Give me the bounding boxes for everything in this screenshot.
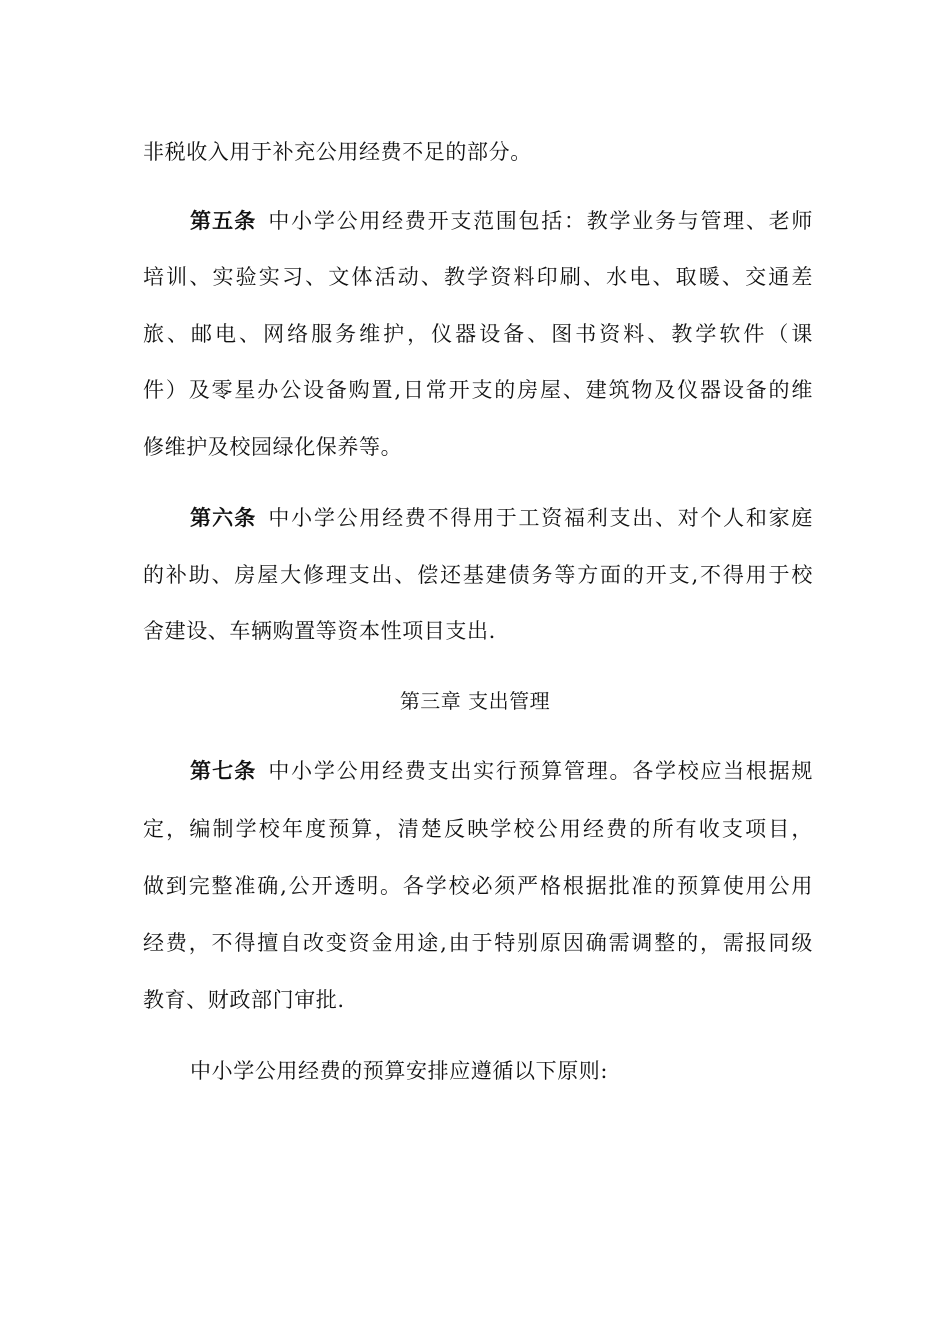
article-5-line-2: 培训、实验实习、文体活动、教学资料印刷、水电、取暖、交通差 — [143, 265, 813, 289]
paragraph-line: 中小学公用经费支出实行预算管理。各学校应当根据规 — [268, 759, 813, 783]
article-7-line-2: 定，编制学校年度预算，清楚反映学校公用经费的所有收支项目， — [143, 817, 813, 841]
article-7-line-5: 教育、财政部门审批. — [143, 988, 345, 1012]
article-7-label: 第七条 — [190, 758, 257, 783]
article-5-line-3: 旅、邮电、网络服务维护，仪器设备、图书资料、教学软件（课 — [143, 322, 813, 346]
article-6-line-2: 的补助、房屋大修理支出、偿还基建债务等方面的开支,不得用于校 — [143, 563, 813, 587]
article-5-line-4: 件）及零星办公设备购置,日常开支的房屋、建筑物及仪器设备的维 — [143, 378, 813, 402]
article-7-line-1 — [190, 756, 813, 786]
article-6-line-1 — [190, 503, 813, 533]
chapter-heading: 第三章 支出管理 — [399, 689, 551, 713]
article-5-line-5: 修维护及校园绿化保养等。 — [143, 435, 403, 459]
continuation-paragraph — [143, 137, 813, 167]
principle-intro: 中小学公用经费的预算安排应遵循以下原则: — [190, 1059, 609, 1083]
article-6-label: 第六条 — [190, 505, 257, 530]
article-7-line-3: 做到完整准确,公开透明。各学校必须严格根据批准的预算使用公用 — [143, 874, 813, 898]
paragraph-line: 中小学公用经费不得用于工资福利支出、对个人和家庭 — [268, 506, 813, 530]
article-6-line-3: 舍建设、车辆购置等资本性项目支出. — [143, 619, 496, 643]
article-5-line-1 — [190, 206, 813, 236]
article-7-line-4: 经费，不得擅自改变资金用途,由于特别原因确需调整的，需报同级 — [143, 931, 813, 955]
paragraph-line: 非税收入用于补充公用经费不足的部分。 — [143, 140, 532, 164]
article-5-label: 第五条 — [190, 208, 257, 233]
paragraph-line: 中小学公用经费开支范围包括：教学业务与管理、老师 — [268, 209, 813, 233]
